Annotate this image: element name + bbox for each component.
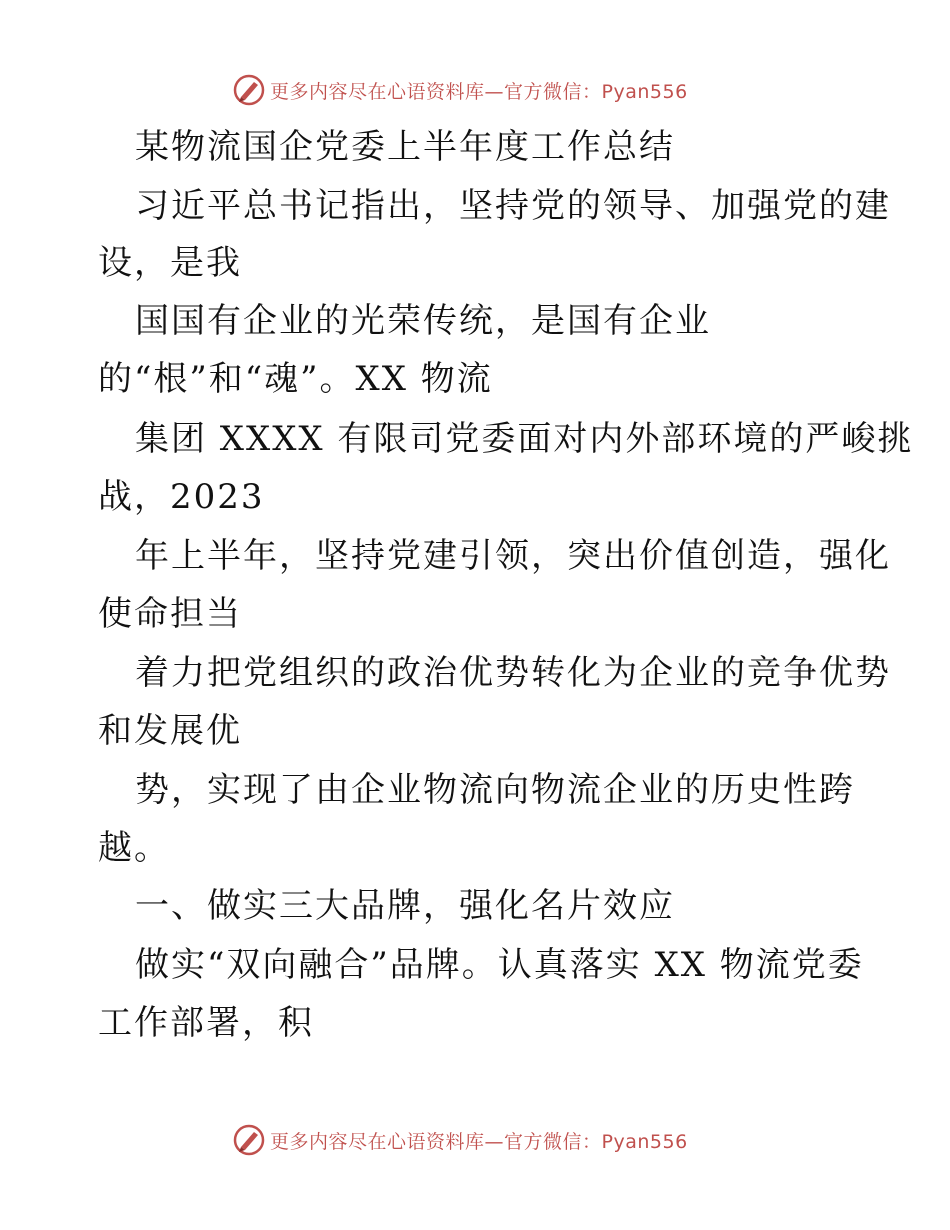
paragraph-line: 和发展优	[98, 711, 242, 751]
watermark-text: 更多内容尽在心语资料库—官方微信：Pyan556	[270, 1130, 688, 1153]
paragraph-line: 工作部署，积	[98, 1003, 314, 1043]
section-heading: 一、做实三大品牌，强化名片效应	[135, 886, 675, 926]
paragraph-line: 战，2023	[98, 477, 265, 517]
paragraph-line: 集团 XXXX 有限司党委面对内外部环境的严峻挑	[135, 419, 914, 459]
watermark-text: 更多内容尽在心语资料库—官方微信：Pyan556	[270, 80, 688, 103]
watermark-banner-bottom	[232, 1123, 712, 1157]
paragraph-line: 越。	[98, 828, 170, 868]
paragraph-line: 设，是我	[98, 243, 242, 283]
paragraph-line: 年上半年，坚持党建引领，突出价值创造，强化	[135, 536, 891, 576]
paragraph-line: 习近平总书记指出，坚持党的领导、加强党的建	[135, 186, 891, 226]
paragraph-line: 使命担当	[98, 594, 242, 634]
document-title: 某物流国企党委上半年度工作总结	[135, 127, 675, 167]
pen-logo-icon	[232, 1123, 266, 1157]
paragraph-line: 着力把党组织的政治优势转化为企业的竞争优势	[135, 653, 891, 693]
paragraph-line: 的“根”和“魂”。XX 物流	[98, 359, 493, 399]
paragraph-line: 势，实现了由企业物流向物流企业的历史性跨	[135, 770, 855, 810]
paragraph-line: 做实“双向融合”品牌。认真落实 XX 物流党委	[135, 945, 864, 985]
paragraph-line: 国国有企业的光荣传统，是国有企业	[135, 301, 711, 341]
